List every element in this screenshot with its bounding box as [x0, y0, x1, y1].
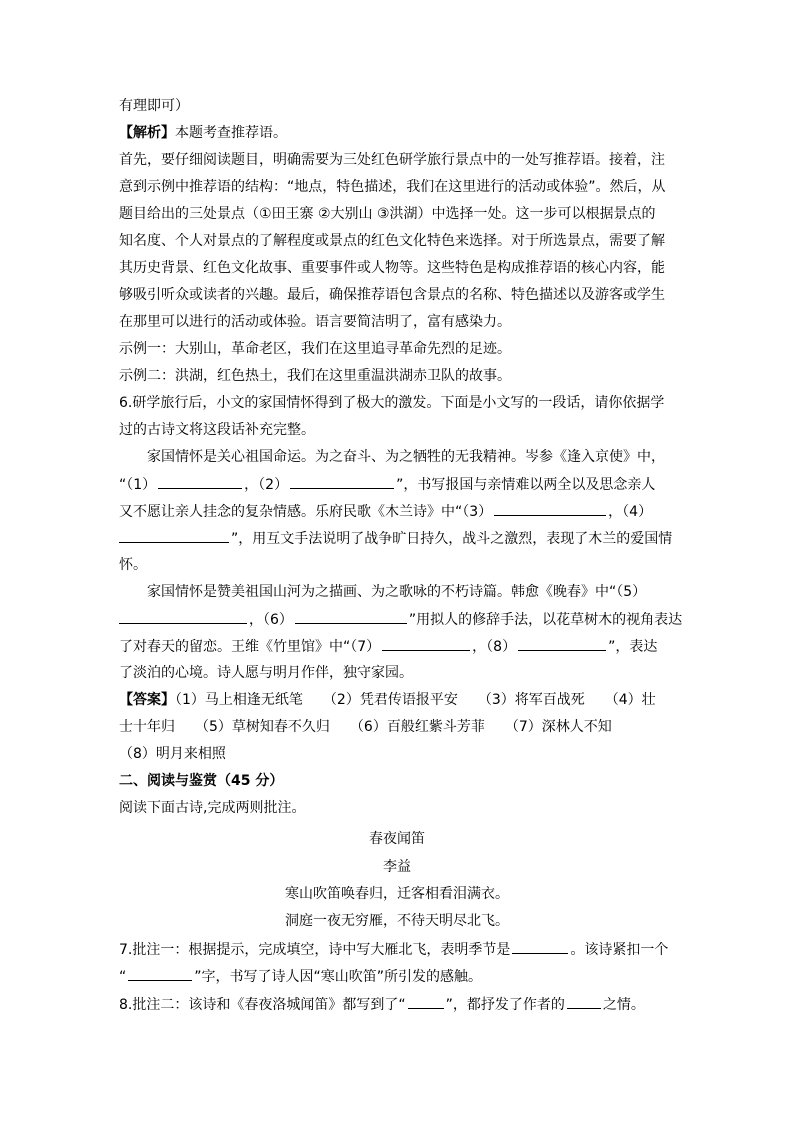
paragraph-line: 家国情怀是赞美祖国山河为之描画、为之歌咏的不朽诗篇。韩愈《晚春》中“（5） [147, 584, 647, 600]
example-line: 示例一：大别山，革命老区，我们在这里追寻革命先烈的足迹。 [119, 341, 511, 357]
section-heading: 二、阅读与鉴赏（45 分） [119, 773, 284, 789]
analysis-text: 本题考查推荐语。 [175, 125, 287, 141]
fill-line: ，（6） ”用拟人的修辞手法，以花草树木的视角表达 [119, 609, 682, 630]
question-7-line: 7.批注一：根据提示，完成填空，诗中写大雁北飞，表明季节是 。该诗紧扣一个 [119, 939, 668, 960]
answer-line: （8）明月来相照 [119, 746, 226, 762]
text-line: 有理即可） [119, 98, 189, 114]
answer-blank-7[interactable] [382, 636, 470, 651]
answer-blank-5[interactable] [119, 609, 247, 624]
analysis-line [119, 123, 287, 143]
text-line: 题目给出的三处景点（①田王寨 ②大别山 ③洪湖）中选择一处。这一步可以根据景点的 [119, 206, 656, 222]
answer-blank-emotion[interactable] [567, 994, 601, 1009]
analysis-tag: 【解析】 [119, 125, 175, 141]
text-line: 意到示例中推荐语的结构：“地点，特色描述，我们在这里进行的活动或体验”。然后，从 [119, 179, 666, 195]
answer-blank-object[interactable] [408, 994, 444, 1009]
fill-line: 了对春天的留恋。王维《竹里馆》中“（7） ，（8） ”，表达 [119, 636, 657, 657]
poem-title: 春夜闻笛 [369, 831, 425, 847]
fill-line: “（1） ，（2） ”，书写报国与亲情难以两全以及思念亲人 [119, 474, 655, 495]
answer-line: 【答案】（1）马上相逢无纸笔 （2）凭君传语报平安 （3）将军百战死 （4）壮 [119, 692, 656, 708]
instruction-line: 阅读下面古诗,完成两则批注。 [119, 800, 306, 816]
paragraph-line: 家国情怀是关心祖国命运。为之奋斗、为之牺牲的无我精神。岑参《逢入京使》中， [147, 449, 665, 465]
answer-blank-8[interactable] [518, 636, 606, 651]
answer-line: 士十年归 （5）草树知春不久归 （6）百般红紫斗芳菲 （7）深林人不知 [119, 719, 612, 735]
question-6-line: 6.研学旅行后，小文的家国情怀得到了极大的激发。下面是小文写的一段话，请你依据学 [119, 395, 665, 411]
fill-line: 又不愿让亲人挂念的复杂情感。乐府民歌《木兰诗》中“（3） ，（4） [119, 501, 652, 522]
answer-blank-season[interactable] [512, 939, 568, 954]
answer-blank-1[interactable] [158, 474, 242, 489]
answer-tag: 【答案】 [119, 692, 175, 708]
poem-author: 李益 [383, 859, 411, 875]
example-line: 示例二：洪湖，红色热土，我们在这里重温洪湖赤卫队的故事。 [119, 368, 511, 384]
text-line: 首先，要仔细阅读题目，明确需要为三处红色研学旅行景点中的一处写推荐语。接着，注 [119, 152, 665, 168]
text-line: 够吸引听众或读者的兴趣。最后，确保推荐语包含景点的名称、特色描述以及游客或学生 [119, 287, 665, 303]
text-line: 怀。 [119, 557, 147, 573]
answer-blank-2[interactable] [290, 474, 394, 489]
poem-line: 洞庭一夜无穷雁，不待天明尽北飞。 [285, 913, 509, 929]
question-8-line: 8.批注二：该诗和《春夜洛城闻笛》都写到了“ ”，都抒发了作者的 之情。 [119, 994, 645, 1015]
fill-line: ”，用互文手法说明了战争旷日持久，战斗之激烈，表现了木兰的爱国情 [119, 528, 672, 549]
answer-blank-word[interactable] [128, 966, 192, 981]
answer-blank-4[interactable] [119, 528, 229, 543]
text-line: 其历史背景、红色文化故事、重要事件或人物等。这些特色是构成推荐语的核心内容，能 [119, 260, 665, 276]
answer-blank-6[interactable] [295, 609, 407, 624]
text-line: 在那里可以进行的活动或体验。语言要简洁明了，富有感染力。 [119, 314, 511, 330]
answer-blank-3[interactable] [494, 501, 606, 516]
question-6-line: 过的古诗文将这段话补充完整。 [119, 422, 315, 438]
text-line: 知名度、个人对景点的了解程度或景点的红色文化特色来选择。对于所选景点，需要了解 [119, 233, 665, 249]
poem-line: 寒山吹笛唤春归，迁客相看泪满衣。 [285, 886, 509, 902]
text-line: 了淡泊的心境。诗人愿与明月作伴，独守家园。 [119, 665, 413, 681]
question-7-line: “ ”字，书写了诗人因“寒山吹笛”所引发的感触。 [119, 966, 482, 987]
